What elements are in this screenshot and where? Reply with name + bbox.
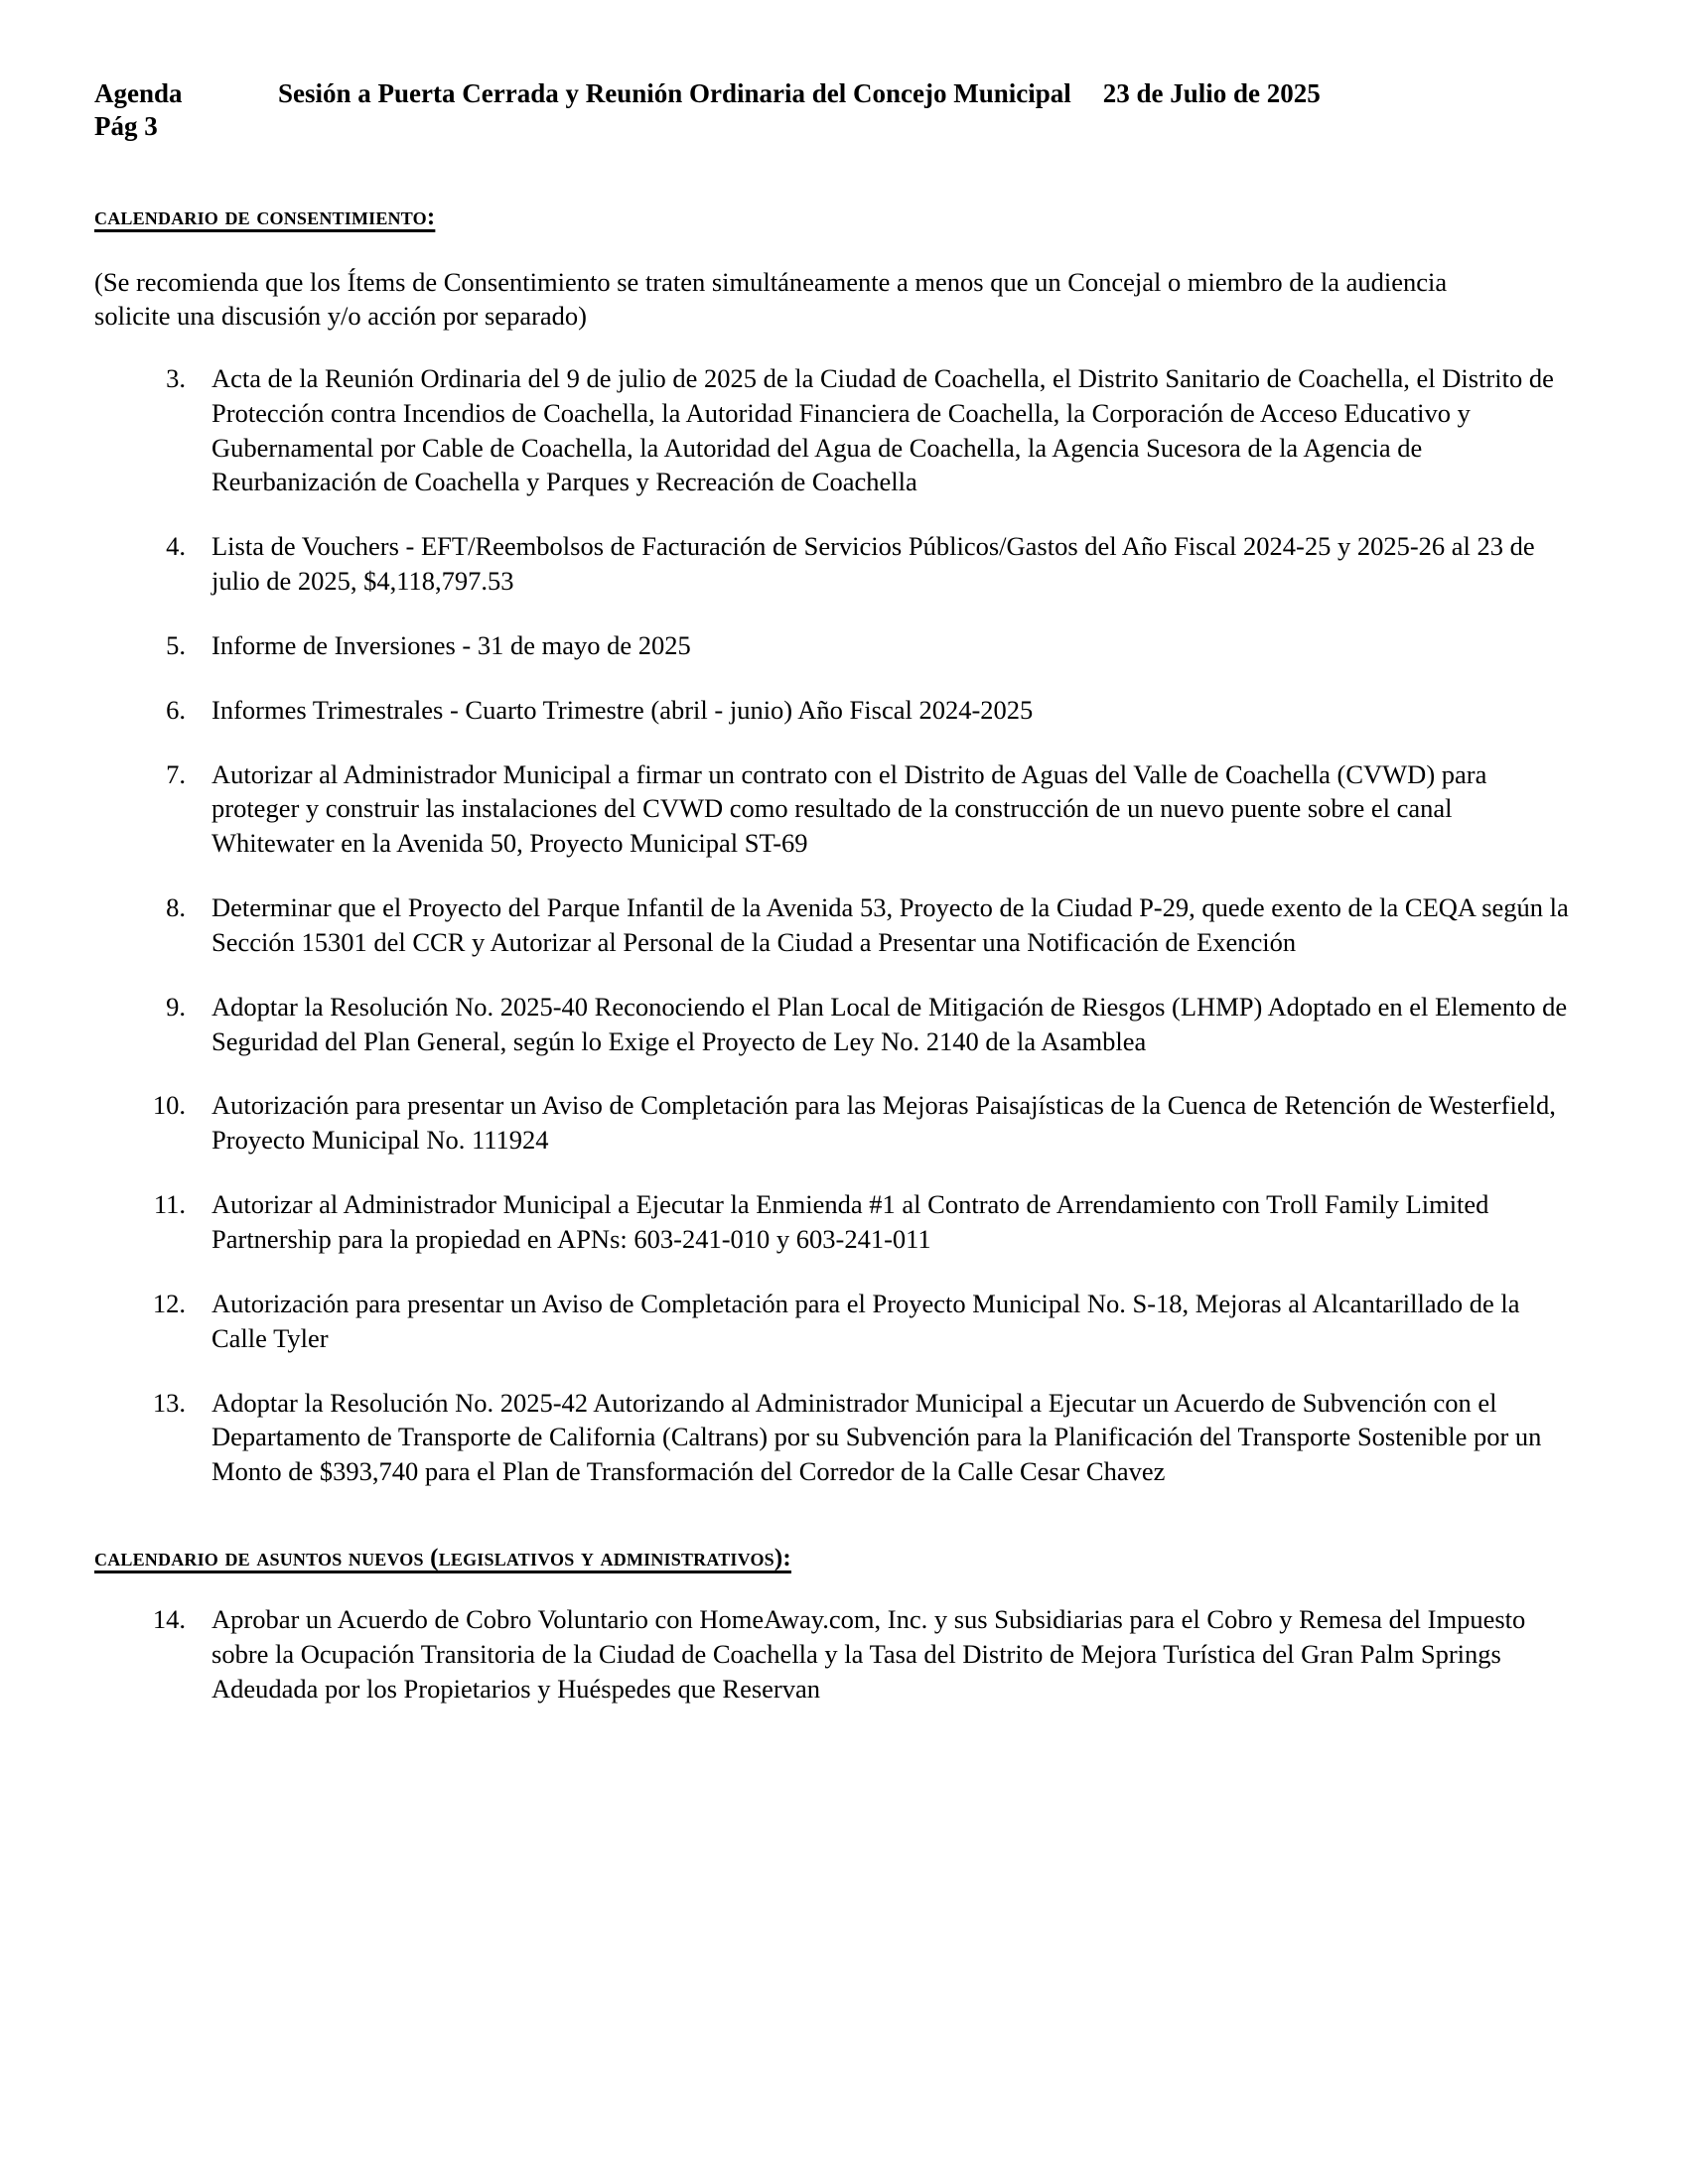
agenda-item-text: Aprobar un Acuerdo de Cobro Voluntario con HomeAway.com, Inc. y sus Subsidiarias para el Cobro y Remesa del Impuesto sobre la Ocupación Transitoria de la Ciudad de Coachella y la Tasa del Distrito de Mejora Turística del Gran Palm Springs Adeudada por los Propietarios y Huéspedes que Reservan <box>211 1604 1526 1704</box>
agenda-item <box>94 1386 1577 1490</box>
agenda-item <box>94 990 1577 1059</box>
header-meeting-title: Sesión a Puerta Cerrada y Reunión Ordinaria del Concejo Municipal <box>278 78 1071 108</box>
agenda-item-text: Adoptar la Resolución No. 2025-42 Autorizando al Administrador Municipal a Ejecutar un Acuerdo de Subvención con el Departamento de Transporte de California (Caltrans) por su Subvención para la Planificación del Transporte Sostenible por un Monto de $393,740 para el Plan de Transformación del Corredor de la Calle Cesar Chavez <box>211 1387 1542 1487</box>
agenda-item <box>94 361 1577 499</box>
agenda-item-number: 3. <box>166 362 186 393</box>
agenda-item-text: Adoptar la Resolución No. 2025-40 Reconociendo el Plan Local de Mitigación de Riesgos (LHMP) Adoptado en el Elemento de Seguridad del Plan General, según lo Exige el Proyecto de Ley No. 2140 de la Asamblea <box>211 991 1568 1056</box>
agenda-item <box>94 1602 1577 1706</box>
agenda-item-text: Lista de Vouchers - EFT/Reembolsos de Facturación de Servicios Públicos/Gastos del Año Fiscal 2024-25 y 2025-26 al 23 de julio de 2025, $4,118,797.53 <box>211 531 1535 597</box>
header-meeting-date: 23 de Julio de 2025 <box>1102 78 1321 108</box>
new-business-calendar-list <box>94 1602 1577 1706</box>
document-header <box>94 77 1577 144</box>
agenda-item-number: 9. <box>166 991 186 1022</box>
agenda-item-number: 14. <box>152 1604 186 1635</box>
agenda-item-text: Acta de la Reunión Ordinaria del 9 de julio de 2025 de la Ciudad de Coachella, el Distrito Sanitario de Coachella, el Distrito de Protección contra Incendios de Coachella, la Autoridad Financiera de Coachella, la Corporación de Acceso Educativo y Gubernamental por Cable de Coachella, la Autoridad del Agua de Coachella, la Agencia Sucesora de la Agencia de Reurbanización de Coachella y Parques y Recreación de Coachella <box>211 362 1554 497</box>
consent-calendar-heading: calendario de consentimiento: <box>94 203 436 230</box>
agenda-item-text: Informes Trimestrales - Cuarto Trimestre (abril - junio) Año Fiscal 2024-2025 <box>211 694 1034 725</box>
agenda-item-number: 4. <box>166 531 186 562</box>
agenda-item <box>94 1287 1577 1356</box>
agenda-item-text: Informe de Inversiones - 31 de mayo de 2025 <box>211 629 691 660</box>
agenda-item <box>94 757 1577 862</box>
agenda-item-number: 7. <box>166 758 186 789</box>
agenda-item <box>94 890 1577 960</box>
agenda-item-number: 11. <box>153 1189 186 1220</box>
agenda-item-text: Autorizar al Administrador Municipal a Ejecutar la Enmienda #1 al Contrato de Arrendamiento con Troll Family Limited Partnership para la propiedad en APNs: 603-241-010 y 603-241-011 <box>211 1189 1489 1254</box>
new-business-calendar-heading: calendario de asuntos nuevos (legislativos y administrativos): <box>94 1545 791 1572</box>
agenda-item <box>94 693 1577 728</box>
agenda-item-number: 6. <box>166 694 186 725</box>
agenda-item <box>94 1088 1577 1158</box>
agenda-item-number: 12. <box>152 1288 186 1318</box>
agenda-item <box>94 628 1577 663</box>
agenda-item-text: Autorización para presentar un Aviso de Completación para el Proyecto Municipal No. S-18, Mejoras al Alcantarillado de la Calle Tyler <box>211 1288 1520 1353</box>
agenda-item <box>94 529 1577 599</box>
agenda-item <box>94 1187 1577 1257</box>
consent-calendar-note: (Se recomienda que los Ítems de Consentimiento se traten simultáneamente a menos que un Concejal o miembro de la audiencia solicite una discusión y/o acción por separado) <box>94 266 1448 332</box>
agenda-item-number: 10. <box>152 1090 186 1121</box>
header-top-row <box>94 77 1577 110</box>
consent-calendar-list <box>94 361 1577 1489</box>
agenda-item-number: 5. <box>166 629 186 660</box>
agenda-item-text: Autorizar al Administrador Municipal a firmar un contrato con el Distrito de Aguas del Valle de Coachella (CVWD) para proteger y construir las instalaciones del CVWD como resultado de la construcción de un nuevo puente sobre el canal Whitewater en la Avenida 50, Proyecto Municipal ST-69 <box>211 758 1487 859</box>
agenda-item-text: Autorización para presentar un Aviso de Completación para las Mejoras Paisajísticas de la Cuenca de Retención de Westerfield, Proyecto Municipal No. 111924 <box>211 1090 1556 1156</box>
agenda-item-number: 13. <box>152 1387 186 1418</box>
agenda-item-text: Determinar que el Proyecto del Parque Infantil de la Avenida 53, Proyecto de la Ciudad P-29, quede exento de la CEQA según la Sección 15301 del CCR y Autorizar al Personal de la Ciudad a Presentar una Notificación de Exención <box>211 892 1569 957</box>
agenda-item-number: 8. <box>166 892 186 923</box>
header-agenda-label: Agenda <box>94 78 183 108</box>
header-page-label: Pág 3 <box>94 111 158 142</box>
